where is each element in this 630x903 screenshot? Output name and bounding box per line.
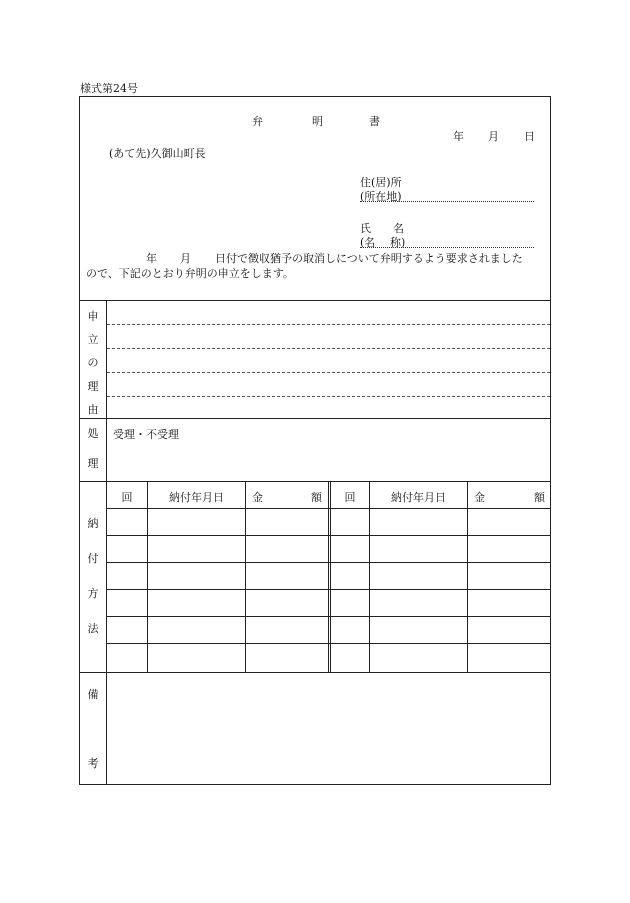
- remarks-section: [80, 672, 550, 784]
- body-line2: ので、下記のとおり弁明の申立をします。: [86, 267, 294, 280]
- col-header-amount-1-char-2: 額: [311, 491, 322, 504]
- remarks-label-char-1: 備: [87, 688, 99, 701]
- name-sub-label-char-1: (名: [360, 236, 376, 249]
- name-label-char-2: 名: [393, 222, 404, 235]
- divider: [106, 300, 107, 418]
- reason-label-char-5: 由: [87, 403, 99, 416]
- payment-label-char-2: 付: [87, 552, 99, 565]
- title-char-2: 明: [312, 115, 323, 128]
- processing-label-char-1: 処: [87, 427, 99, 440]
- reason-line-1[interactable]: [107, 324, 550, 325]
- col-header-date-1: 納付年月日: [169, 491, 224, 504]
- addressee: (あて先)久御山町長: [109, 147, 206, 160]
- reason-label-char-3: の: [87, 356, 99, 369]
- payment-label-char-1: 納: [87, 517, 99, 530]
- col-header-count-2: 回: [344, 491, 356, 504]
- table-row-line: [107, 535, 550, 536]
- col-header-count-1: 回: [121, 491, 133, 504]
- body-line1-text: 日付で徴収猶予の取消しについて弁明するよう要求されました: [215, 252, 523, 265]
- form-frame: [79, 96, 551, 785]
- table-row-line: [107, 562, 550, 563]
- table-row-line: [107, 589, 550, 590]
- reason-section: [80, 300, 550, 418]
- reason-label-char-1: 申: [87, 310, 99, 323]
- reason-line-3[interactable]: [107, 372, 550, 373]
- table-row-line: [107, 616, 550, 617]
- remarks-field[interactable]: [107, 672, 550, 784]
- table-row-line: [107, 643, 550, 644]
- divider: [106, 418, 107, 481]
- header-section: [80, 97, 550, 300]
- col-header-date-2: 納付年月日: [391, 491, 446, 504]
- body-month: 月: [180, 252, 191, 265]
- table-row-line: [107, 508, 550, 509]
- processing-label-char-2: 理: [87, 457, 99, 470]
- col-header-amount-2-char-1: 金: [474, 491, 485, 504]
- date-day-label: 日: [524, 130, 535, 143]
- address-sub-label: (所在地): [360, 190, 402, 203]
- reason-label-char-2: 立: [87, 333, 99, 346]
- name-field-line[interactable]: [360, 247, 534, 248]
- date-month-label: 月: [488, 130, 499, 143]
- body-year: 年: [146, 252, 157, 265]
- address-label: 住(居)所: [360, 176, 402, 189]
- payment-section: [80, 481, 550, 672]
- form-number: 様式第24号: [80, 82, 138, 95]
- reason-line-2[interactable]: [107, 348, 550, 349]
- name-label-char-1: 氏: [360, 222, 371, 235]
- name-sub-label-char-2: 称): [390, 236, 406, 249]
- title-char-1: 弁: [252, 115, 263, 128]
- col-header-amount-1-char-1: 金: [252, 491, 263, 504]
- reason-label-char-4: 理: [87, 380, 99, 393]
- reason-line-4[interactable]: [107, 396, 550, 397]
- payment-label-char-3: 方: [87, 587, 99, 600]
- processing-section: [80, 418, 550, 481]
- processing-value[interactable]: 受理・不受理: [113, 428, 179, 441]
- title-char-3: 書: [369, 115, 380, 128]
- payment-label-char-4: 法: [87, 622, 99, 635]
- col-header-amount-2-char-2: 額: [534, 491, 545, 504]
- remarks-label-char-2: 考: [87, 757, 99, 770]
- date-year-label: 年: [453, 130, 464, 143]
- address-field-line[interactable]: [360, 201, 534, 202]
